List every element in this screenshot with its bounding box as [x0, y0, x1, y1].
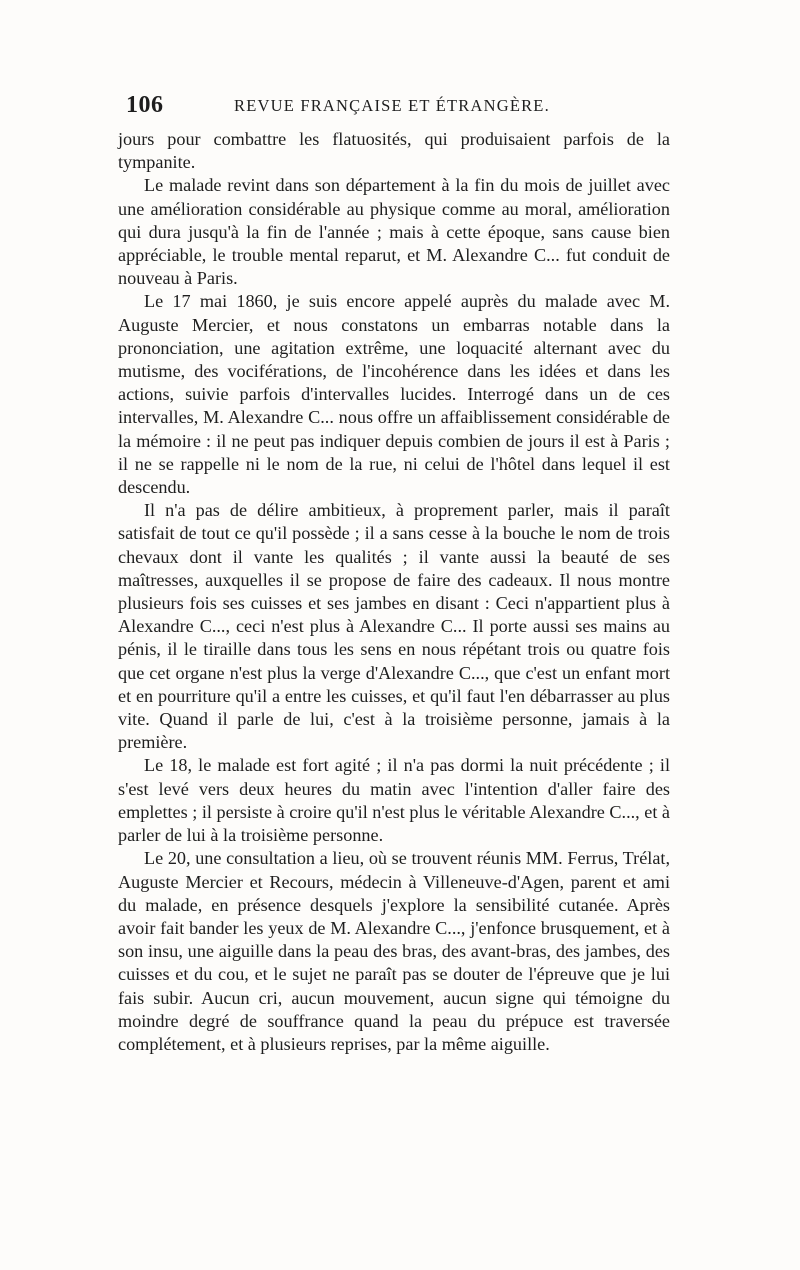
journal-title: REVUE FRANÇAISE ET ÉTRANGÈRE. [234, 96, 550, 115]
paragraph-may-18-agitation: Le 18, le malade est fort agité ; il n'a pas dormi la nuit précédente ; il s'est levé vers deux heures du matin avec l'intention d'aller faire des emplettes ; il persiste à croire qu'il n'est plus le véritable Alexandre C..., et à parler de lui à la troisième personne. [118, 755, 671, 846]
paragraph-may-17-consultation: Le 17 mai 1860, je suis encore appelé auprès du malade avec M. Auguste Mercier, et nous constatons un embarras notable dans la prononciation, une agitation extrême, une loquacité alternant avec du mutisme, des vociférations, de l'incohérence dans les idées et dans les actions, suivie parfois d'intervalles lucides. Interrogé dans un de ces intervalles, M. Alexandre C... nous offre un affaiblissement considérable de la mémoire : il ne peut pas indiquer depuis combien de jours il est à Paris ; il ne se rappelle ni le nom de la rue, ni celui de l'hôtel dans lequel il est descendu. [118, 291, 670, 498]
running-head [126, 92, 670, 122]
body-text [118, 128, 670, 1056]
paragraph-continuation: jours pour combattre les flatuosités, qui produisaient parfois de la tympanite. [118, 129, 670, 173]
paragraph-may-20-sensibility-test: Le 20, une consultation a lieu, où se trouvent réunis MM. Ferrus, Trélat, Auguste Mercier et Recours, médecin à Villeneuve-d'Agen, parent et ami du malade, en présence desquels j'explore la sensibilité cutanée. Après avoir fait bander les yeux de M. Alexandre C..., j'enfonce brusquement, et à son insu, une aiguille dans la peau des bras, des avant-bras, des jambes, des cuisses et du cou, et le sujet ne paraît pas se douter de l'épreuve que je lui fais subir. Aucun cri, aucun mouvement, aucun signe qui témoigne du moindre degré de souffrance quand la peau du prépuce est traversée complétement, et à plusieurs reprises, par la même aiguille. [118, 848, 670, 1054]
paragraph-delusion-description: Il n'a pas de délire ambitieux, à proprement parler, mais il paraît satisfait de tout ce qu'il possède ; il a sans cesse à la bouche le nom de trois chevaux dont il vante les qualités ; il vante aussi la beauté de ses maîtresses, auxquelles il se propose de faire des cadeaux. Il nous montre plusieurs fois ses cuisses et ses jambes en disant : Ceci n'appartient plus à Alexandre C..., ceci n'est plus à Alexandre C... Il porte aussi ses mains au pénis, il le tiraille dans tous les sens en nous répétant trois ou quatre fois que cet organe n'est plus la verge d'Alexandre C..., que c'est un enfant mort et en pourriture qu'il a entre les cuisses, et qu'il faut l'en débarrasser au plus vite. Quand il parle de lui, c'est à la troisième personne, jamais à la première. [118, 500, 670, 753]
page-number: 106 [126, 92, 164, 118]
paragraph-return-to-department: Le malade revint dans son département à la fin du mois de juillet avec une amélioration considérable au physique comme au moral, amélioration qui dura jusqu'à la fin de l'année ; mais à cette époque, sans cause bien appréciable, le trouble mental reparut, et M. Alexandre C... fut conduit de nouveau à Paris. [118, 175, 670, 289]
